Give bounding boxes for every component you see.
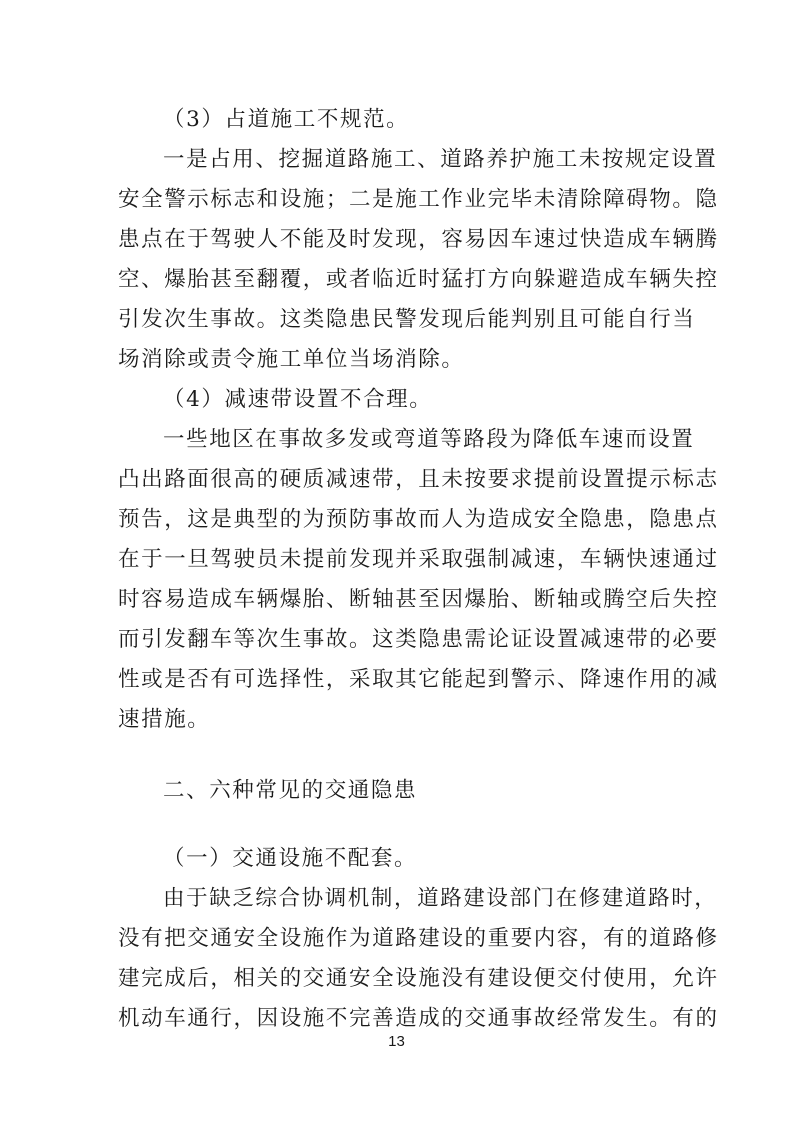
paragraph-line: 性或是否有可选择性，采取其它能起到警示、降速作用的减: [118, 667, 719, 692]
section-heading: （4）减速带设置不合理。: [163, 387, 433, 412]
paragraph-line: 引发次生事故。这类隐患民警发现后能判别且可能自行当: [118, 307, 696, 332]
paragraph-line: 建完成后，相关的交通安全设施没有建设便交付使用，允许: [118, 966, 719, 991]
paragraph-line: 凸出路面很高的硬质减速带，且未按要求提前设置提示标志: [118, 467, 719, 492]
paragraph-line: 没有把交通安全设施作为道路建设的重要内容，有的道路修: [118, 926, 719, 951]
paragraph-line: 场消除或责令施工单位当场消除。: [118, 347, 465, 372]
paragraph-line: 而引发翻车等次生事故。这类隐患需论证设置减速带的必要: [118, 627, 719, 652]
paragraph-line: 安全警示标志和设施；二是施工作业完毕未清除障碍物。隐: [118, 187, 719, 212]
paragraph-line: 速措施。: [118, 707, 211, 732]
paragraph-line: 时容易造成车辆爆胎、断轴甚至因爆胎、断轴或腾空后失控: [118, 587, 719, 612]
paragraph-line: 预告，这是典型的为预防事故而人为造成安全隐患，隐患点: [118, 507, 719, 532]
paragraph-line: 机动车通行，因设施不完善造成的交通事故经常发生。有的: [118, 1006, 719, 1031]
section-heading: （一）交通设施不配套。: [163, 846, 418, 871]
paragraph-line: 在于一旦驾驶员未提前发现并采取强制减速，车辆快速通过: [118, 547, 719, 572]
paragraph-line: 由于缺乏综合协调机制，道路建设部门在修建道路时，: [163, 886, 718, 911]
paragraph-line: 一是占用、挖掘道路施工、道路养护施工未按规定设置: [163, 147, 718, 172]
paragraph-line: 一些地区在事故多发或弯道等路段为降低车速而设置: [163, 427, 695, 452]
paragraph-line: 患点在于驾驶人不能及时发现，容易因车速过快造成车辆腾: [118, 227, 719, 252]
page-number: 13: [388, 1033, 405, 1050]
section-heading: （3）占道施工不规范。: [163, 107, 410, 132]
paragraph-line: 空、爆胎甚至翻覆，或者临近时猛打方向躲避造成车辆失控: [118, 267, 719, 292]
chapter-title: 二、六种常见的交通隐患: [163, 778, 418, 803]
